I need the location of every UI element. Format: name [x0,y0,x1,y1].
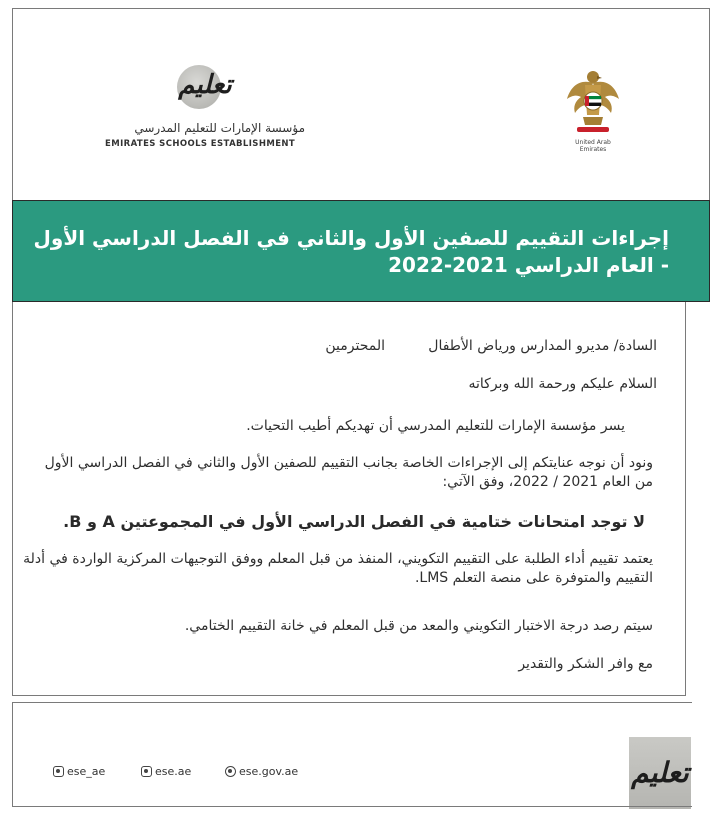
title-band [12,200,710,302]
addressee: السادة/ مديرو المدارس ورياض الأطفال [428,338,657,354]
footer-divider [12,806,692,807]
falcon-emblem-icon [563,65,623,137]
intro-paragraph: يسر مؤسسة الإمارات للتعليم المدرسي أن تهديكم أطيب التحيات. [246,418,625,434]
procedures-paragraph: ونود أن نوجه عنايتكم إلى الإجراءات الخاصة بجانب التقييم للصفين الأول والثاني في الفصل الدراسي الأول من العام 2021 / 2022، وفق الآتي: [44,455,653,490]
twitter-handle-text: ese_ae [67,765,106,778]
closing: مع وافر الشكر والتقدير [518,656,653,672]
footer [12,702,692,806]
twitter-handle[interactable] [53,765,105,778]
formative-assessment-paragraph: يعتمد تقييم أداء الطلبة على التقييم التكويني، المنفذ من قبل المعلم ووفق التوجيهات المركزية الواردة في أدلة التقييم والمتوفرة على منصة التعلم LMS. [23,551,653,586]
instagram-handle-text: ese.ae [155,765,192,778]
letter-body [12,302,686,696]
footer-taleem-logo [629,737,691,809]
instagram-handle[interactable] [141,765,191,778]
twitter-icon [53,766,64,777]
ese-logo [105,61,305,157]
letterhead [12,8,710,200]
grade-recording-paragraph: سيتم رصد درجة الاختبار التكويني والمعد من قبل المعلم في خانة التقييم الختامي. [184,618,653,634]
website-link[interactable] [225,765,298,778]
emblem-label: United Arab Emirates [575,139,611,153]
greeting: السلام عليكم ورحمة الله وبركاته [468,376,657,392]
ese-logo-script: تعليم [178,70,232,100]
instagram-icon [141,766,152,777]
addressee-honorific: المحترمين [325,338,385,354]
uae-emblem [563,65,623,153]
document-title: إجراءات التقييم للصفين الأول والثاني في الفصل الدراسي الأول - العام الدراسي 2021-2022 [33,226,669,277]
website-text: ese.gov.ae [239,765,299,778]
no-final-exams-statement: لا توجد امتحانات ختامية في الفصل الدراسي الأول في المجموعتين A و B. [63,512,645,531]
ese-name-arabic: مؤسسة الإمارات للتعليم المدرسي [134,121,305,135]
ese-name-english: EMIRATES SCHOOLS ESTABLISHMENT [105,139,296,149]
footer-logo-script: تعليم [631,756,689,789]
globe-icon [225,766,236,777]
